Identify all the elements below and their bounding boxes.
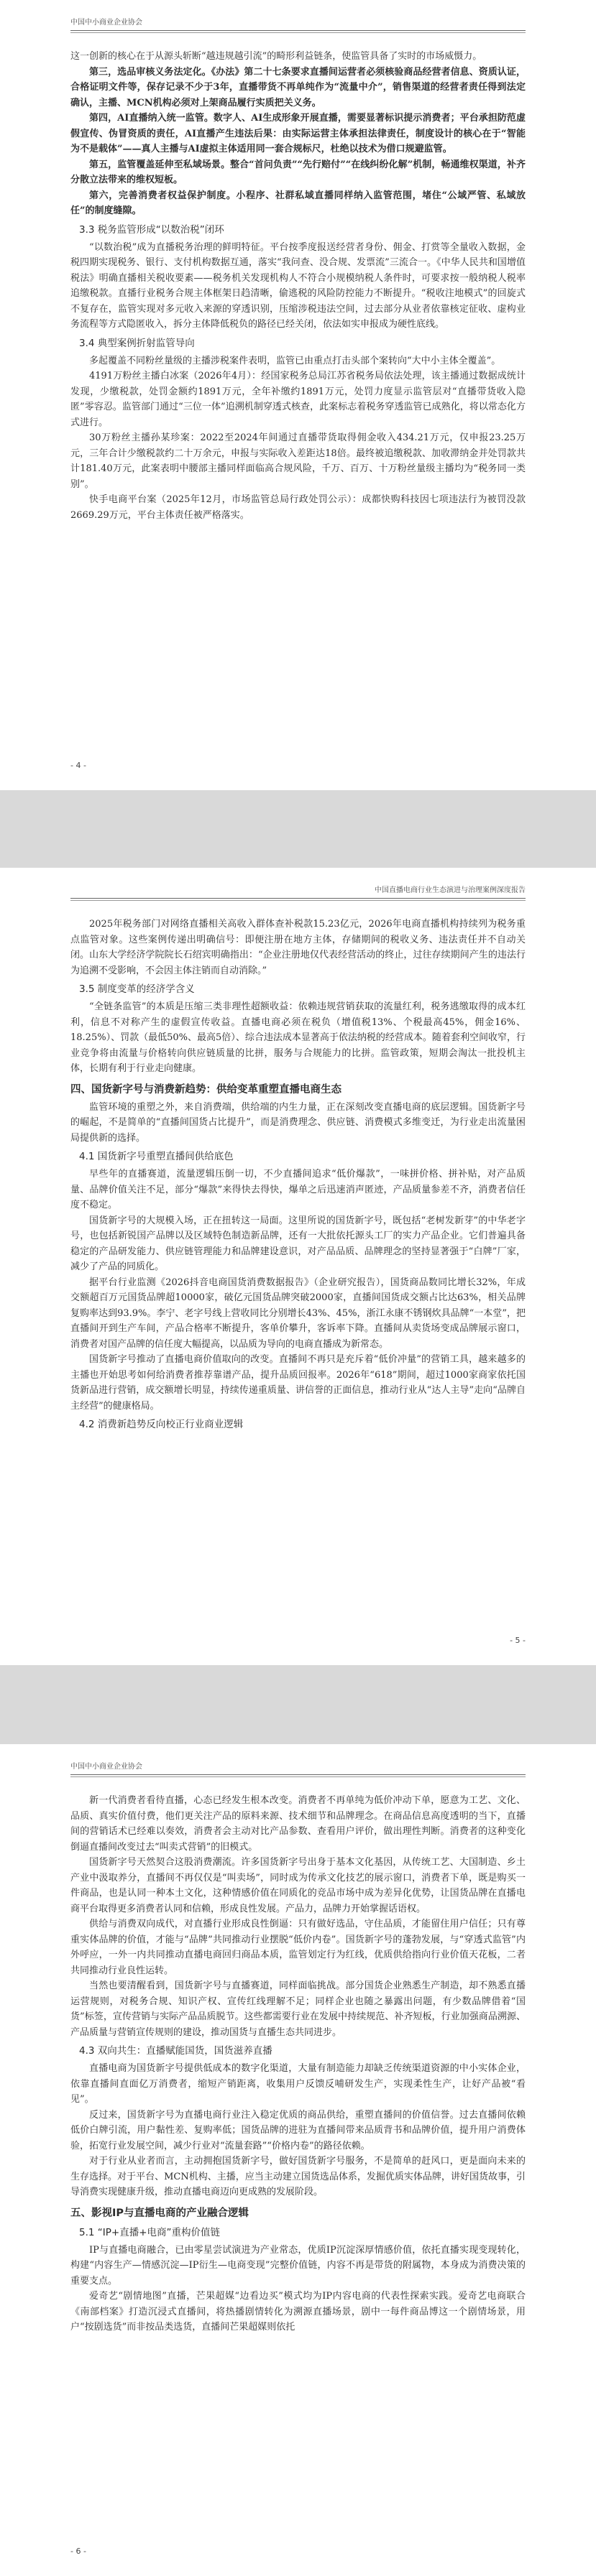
paragraph: 爱奇艺“剧情地图”直播，芒果超媒“边看边买”模式均为IP内容电商的代表性探索实践。爱奇艺电商联合《南部档案》打造沉浸式直播间，将热播剧情转化为溯源直播场景，剧中一每件商品博这一个剧情场景，用户“按剧选货”而非按品类选货，直播间芒果超媒则依托: [70, 2291, 526, 2332]
paragraph: 这一创新的核心在于从源头斩断“越违规越引流”的畸形利益链条，使监管具备了实时的市场威慑力。: [70, 51, 482, 62]
paragraph: “以数治税”成为直播税务治理的鲜明特征。平台按季度报送经营者身份、佣金、打赏等全量收入数据，金税四期实现税务、银行、支付机构数据互通，落实“我问查、没合规、发票流”三流合一。《中华人民共和国增值税法》明确直播相关税收要素——税务机关发现机构人不符合小规模纳税人条件时，可要求按一般纳税人税率追缴税款。直播行业税务合规主体框架日趋清晰，偷逃税的风险防控能力不断提升。“税收注地模式”的回旋式不复存在，监管实现对多元收入来源的穿透识别，压缩涉税违法空间，过去部分从业者依靠核定征收、虚构业务流程等方式隐匿收入，拆分主体降低税负的路径已经关闭，依法如实申报成为硬性底线。: [70, 241, 526, 330]
paragraph: 2025年税务部门对网络直播相关高收入群体查补税款15.23亿元，2026年电商直播机构持续列为税务重点监管对象。这些案例传递出明确信号：即便注册在地方主体，存储期间的税收义务、违法责任并不自动关闭。山东大学经济学院院长石绍宾明确指出：“企业注册地仅代表经营活动的终止，过往存续期间产生的违法行为追溯不受影响，不会因主体注销而自动消除。”: [70, 919, 526, 976]
page-header: 中国直播电商行业生态演进与治理案例深度报告: [375, 886, 526, 894]
page-number: - 5 -: [510, 1636, 526, 1645]
page-body: [70, 49, 526, 523]
header-rule: [70, 30, 526, 31]
paragraph: 新一代消费者看待直播，心态已经发生根本改变。消费者不再单纯为低价冲动下单，愿意为工艺、文化、品质、真实价值付费，他们更关注产品的原料来源、技术细节和品牌理念。在商品信息高度透明的当下，直播间的营销话术已经难以奏效，消费者会主动对比产品参数、查看用户评价，做出理性判断。消费者的这种变化倒逼直播间改变过去“叫卖式营销”的旧模式。: [70, 1795, 526, 1853]
section-heading: 4.3 双向共生：直播赋能国货，国货滋养直播: [79, 2045, 272, 2057]
page-header: 中国中小商业企业协会: [70, 1763, 142, 1771]
chapter-heading: 五、影视IP与直播电商的产业融合逻辑: [70, 2207, 249, 2219]
paragraph: 据平台行业监测《2026抖音电商国货消费数据报告》（企业研究报告），国货商品数同比增长32%，年成交额超百万元国货品牌超10000家，破亿元国货品牌突破2000家，直播间国货成交额占比达63%，相关品牌复购率达到93.9%。李宁、老字号线上营收同比分别增长43%、45%，浙江永康不锈钢炊具品牌“一本堂”，把直播间开到生产车间，产品合格率不断提升，客单价攀升，客诉率下降。直播间从卖货场变成品牌展示窗口，消费者对国产品牌的信任度大幅提高，以品质为导向的电商直播成为新常态。: [70, 1277, 526, 1350]
header-rule: [70, 1774, 526, 1775]
page-number: - 6 -: [70, 2547, 86, 2556]
header-rule: [70, 1776, 526, 1777]
section-heading: 4.1 国货新字号重塑直播间供给底色: [79, 1151, 234, 1162]
paragraph: 30万粉丝主播孙某珍案：2022至2024年间通过直播带货取得佣金收入434.21万元，仅申报23.25万元，三年合计少缴税款约二十万余元，申报与实际收入差距达18倍。最终被追缴税款、加收滞纳金并处罚款共计181.40万元，此案表明中腰部主播同样面临高合规风险，千万、百万、十万粉丝量级主播均为“税务同一类别”。: [70, 432, 526, 490]
page-number: - 4 -: [70, 761, 86, 770]
section-heading: 3.3 税务监管形成“以数治税”闭环: [79, 223, 224, 236]
chapter-heading: 四、国货新字号与消费新趋势：供给变革重塑直播电商生态: [70, 1083, 341, 1095]
paragraph: 直播电商为国货新字号提供低成本的数字化渠道，大量有制造能力却缺乏传统渠道资源的中小实体企业，依靠直播间直面亿万消费者，缩短产销距离，收集用户反馈反哺研发生产，实现柔性生产，让好产品被“看见”。: [70, 2063, 526, 2105]
paragraph: IP与直播电商融合，已由零星尝试演进为产业常态，优质IP沉淀深厚情感价值，依托直播实现变现转化，构建“内容生产—情感沉淀—IP衍生—电商变现”完整价值链，内容不再是带货的附属物，本身成为消费决策的重要支点。: [70, 2244, 526, 2287]
section-heading: 3.4 典型案例折射监管导向: [79, 337, 195, 349]
section-heading: 3.5 制度变革的经济学含义: [79, 983, 195, 995]
paragraph: 第四，AI直播纳入统一监管。数字人、AI生成形象开展直播，需要显著标识提示消费者；平台承担防范虚假宣传、伪冒资质的责任，AI直播产生违法后果：由实际运营主体承担法律责任，制度设计的核心在于“智能为不是载体”——真人主播与AI虚拟主体适用同一套合规标尺，杜绝以技术为借口规避监管。: [70, 113, 526, 154]
page-5: [0, 868, 596, 1665]
paragraph: 第五，监管覆盖延伸至私域场景。整合“首问负责”“先行赔付”“在线纠纷化解”机制，畅通维权渠道，补齐分散立法带来的维权短板。: [70, 159, 526, 185]
paragraph: 快手电商平台案（2025年12月，市场监管总局行政处罚公示）：成都快购科技因七项违法行为被罚没款2669.29万元，平台主体责任被严格落实。: [70, 494, 526, 521]
paragraph: “全链条监管”的本质是压缩三类非理性超额收益：依赖违规营销获取的流量红利，税务逃缴取得的成本红利，信息不对称产生的虚假宣传收益。直播电商必须在税负（增值税13%、个税最高45%，佣金16%、18.25%）、罚款（最低50%、最高5倍）、综合违法成本显著高于依法纳税的经营成本。随着套利空间收窄，行业竞争将由流量与价格转向供应链质量的比拼，服务与合规能力的比拼。监管政策，短期会淘汰一批投机主体，长期有利于行业走向健康。: [70, 1001, 526, 1074]
header-rule: [70, 898, 526, 899]
paragraph: 供给与消费双向成代，对直播行业形成良性倒逼：只有做好选品，守住品质，才能留住用户信任；只有尊重实体品牌的价值，才能与“品牌”共同推动行业摆脱“低价内卷”。国货新字号的蓬勃发展，与“穿透式监管”内外呼应，一外一内共同推动直播电商回归商品本质，监管划定行为红线，优质供给指向行业价值天花板，二者共同推动行业良性运转。: [70, 1919, 526, 1976]
paragraph: 国货新字号推动了直播电商价值取向的改变。直播间不再只是充斥着“低价冲量”的营销工具，越来越多的主播也开始思考如何给消费者推荐靠谱产品，提升品质回报率。2026年“618”期间，超过1000家商家依托国货新品进行营销，成交额增长明显，持续传递重质量、讲信誉的正面信息，推动行业从“达人主导”走向“品牌自主经营”的健康格局。: [70, 1354, 526, 1412]
paragraph: 第三，选品审核义务法定化。《办法》第二十七条要求直播间运营者必须核验商品经营者信息、资质认证，合格证明文件等，保存记录不少于3年，直播带货不再单纯作为“流量中介”，销售渠道的经营者责任得到法定确认，主播、MCN机构必须对上架商品履行实质把关义务。: [70, 66, 526, 108]
page-body: [70, 917, 526, 1435]
page-4: [0, 0, 596, 790]
paragraph: 反过来，国货新字号为直播电商行业注入稳定优质的商品供给，重塑直播间的价值信誉。过去直播间依赖低价白牌引流，用户黏性差、复购率低；国货品牌的进驻为直播间带来品质背书和品牌价值，提升用户消费体验，拓宽行业发展空间，减少行业对“流量套路”“价格内卷”的路径依赖。: [70, 2109, 526, 2151]
paragraph: 当然也要清醒看到，国货新字号与直播赛道，同样面临挑战。部分国货企业熟悉生产制造，却不熟悉直播运营规则，对税务合规、知识产权、宣传红线理解不足；同样企业也随之暴露出问题，有少数品牌借着“国货”标签，宣传营销与实际产品品质脱节。这些都需要行业在发展中持续规范、补齐短板，行业加强商品溯源、产品质量与营销宣传规则的建设，推动国货与直播生态共同进步。: [70, 1980, 526, 2038]
paragraph: 监管环境的重塑之外，来自消费端，供给端的内生力量，正在深刻改变直播电商的底层逻辑。国货新字号的崛起，不是简单的“直播间国货占比提升”，而是消费理念、供应链、消费模式多维变迁，为行业走出流量困局提供新的选择。: [70, 1101, 526, 1144]
section-heading: 5.1 “IP+直播+电商”重构价值链: [79, 2226, 220, 2238]
paragraph: 第六，完善消费者权益保护制度。小程序、社群私域直播同样纳入监管范围，堵住“公域严管、私域放任”的制度缝隙。: [70, 190, 526, 216]
section-heading: 4.2 消费新趋势反向校正行业商业逻辑: [79, 1419, 244, 1430]
paragraph: 国货新字号天然契合这股消费潮流。许多国货新字号出身于基本文化基因，从传统工艺、大国制造、乡土产业中汲取养分，直播间不再仅仅是“叫卖场”，同时成为传承文化技艺的展示窗口，消费者下单，既是购买一件商品，也是认同一种本土文化，这种情感价值在同质化的竞品市场中成为差异化优势，让国货品牌在直播电商平台取得更多消费者认同和信赖，形成良性发展。产品力，品牌力开始掌握话语权。: [70, 1857, 526, 1914]
paragraph: 对于行业从业者而言，主动拥抱国货新字号，做好国货新字号服务，不是简单的赶风口，更是面向未来的生存选择。对于平台、MCN机构、主播，应当主动建立国货选品体系，发掘优质实体品牌，讲好国货故事，引导消费实现健康升级，推动直播电商迈向更成熟的发展阶段。: [70, 2156, 526, 2197]
page-header: 中国中小商业企业协会: [70, 19, 142, 27]
page-6: [0, 1744, 596, 2576]
paragraph: 国货新字号的大规模入场，正在扭转这一局面。这里所说的国货新字号，既包括“老树发新芽”的中华老字号，也包括新锐国产品牌以及区域特色制造新品牌，还有一大批依托源头工厂的实力产品企业。它们普遍具备稳定的产品研发能力、供应链管理能力和品牌建设意识，对产品品质、品牌理念的坚持显著强于“白牌”厂家，减少了产品的同质化。: [70, 1215, 526, 1272]
paragraph: 早些年的直播赛道，流量逻辑压倒一切，不少直播间追求“低价爆款”，一味拼价格、拼补贴，对产品质量、品牌价值关注不足，部分“爆款”来得快去得快，爆单之后迅速消声匿迹，产品质量参差不齐，消费者信任度不稳定。: [70, 1169, 526, 1210]
page-body: [70, 1793, 526, 2335]
paragraph: 4191万粉丝主播白冰案（2026年4月）：经国家税务总局江苏省税务局依法处理，该主播通过数据成统计发现，少缴税款，处罚金额约1891万元，全年补缴约1891万元，处罚力度显示监管层对“直播带货收入隐匿”零容忍。监管部门通过“三位一体”追溯机制穿透式核查，此案标志着税务穿透监管已成熟化，将以常态化方式进行。: [70, 371, 526, 428]
paragraph: 多起覆盖不同粉丝量级的主播涉税案件表明，监管已由重点打击头部个案转向“大中小主体全覆盖”。: [89, 355, 501, 366]
header-rule: [70, 32, 526, 33]
header-rule: [70, 900, 526, 901]
